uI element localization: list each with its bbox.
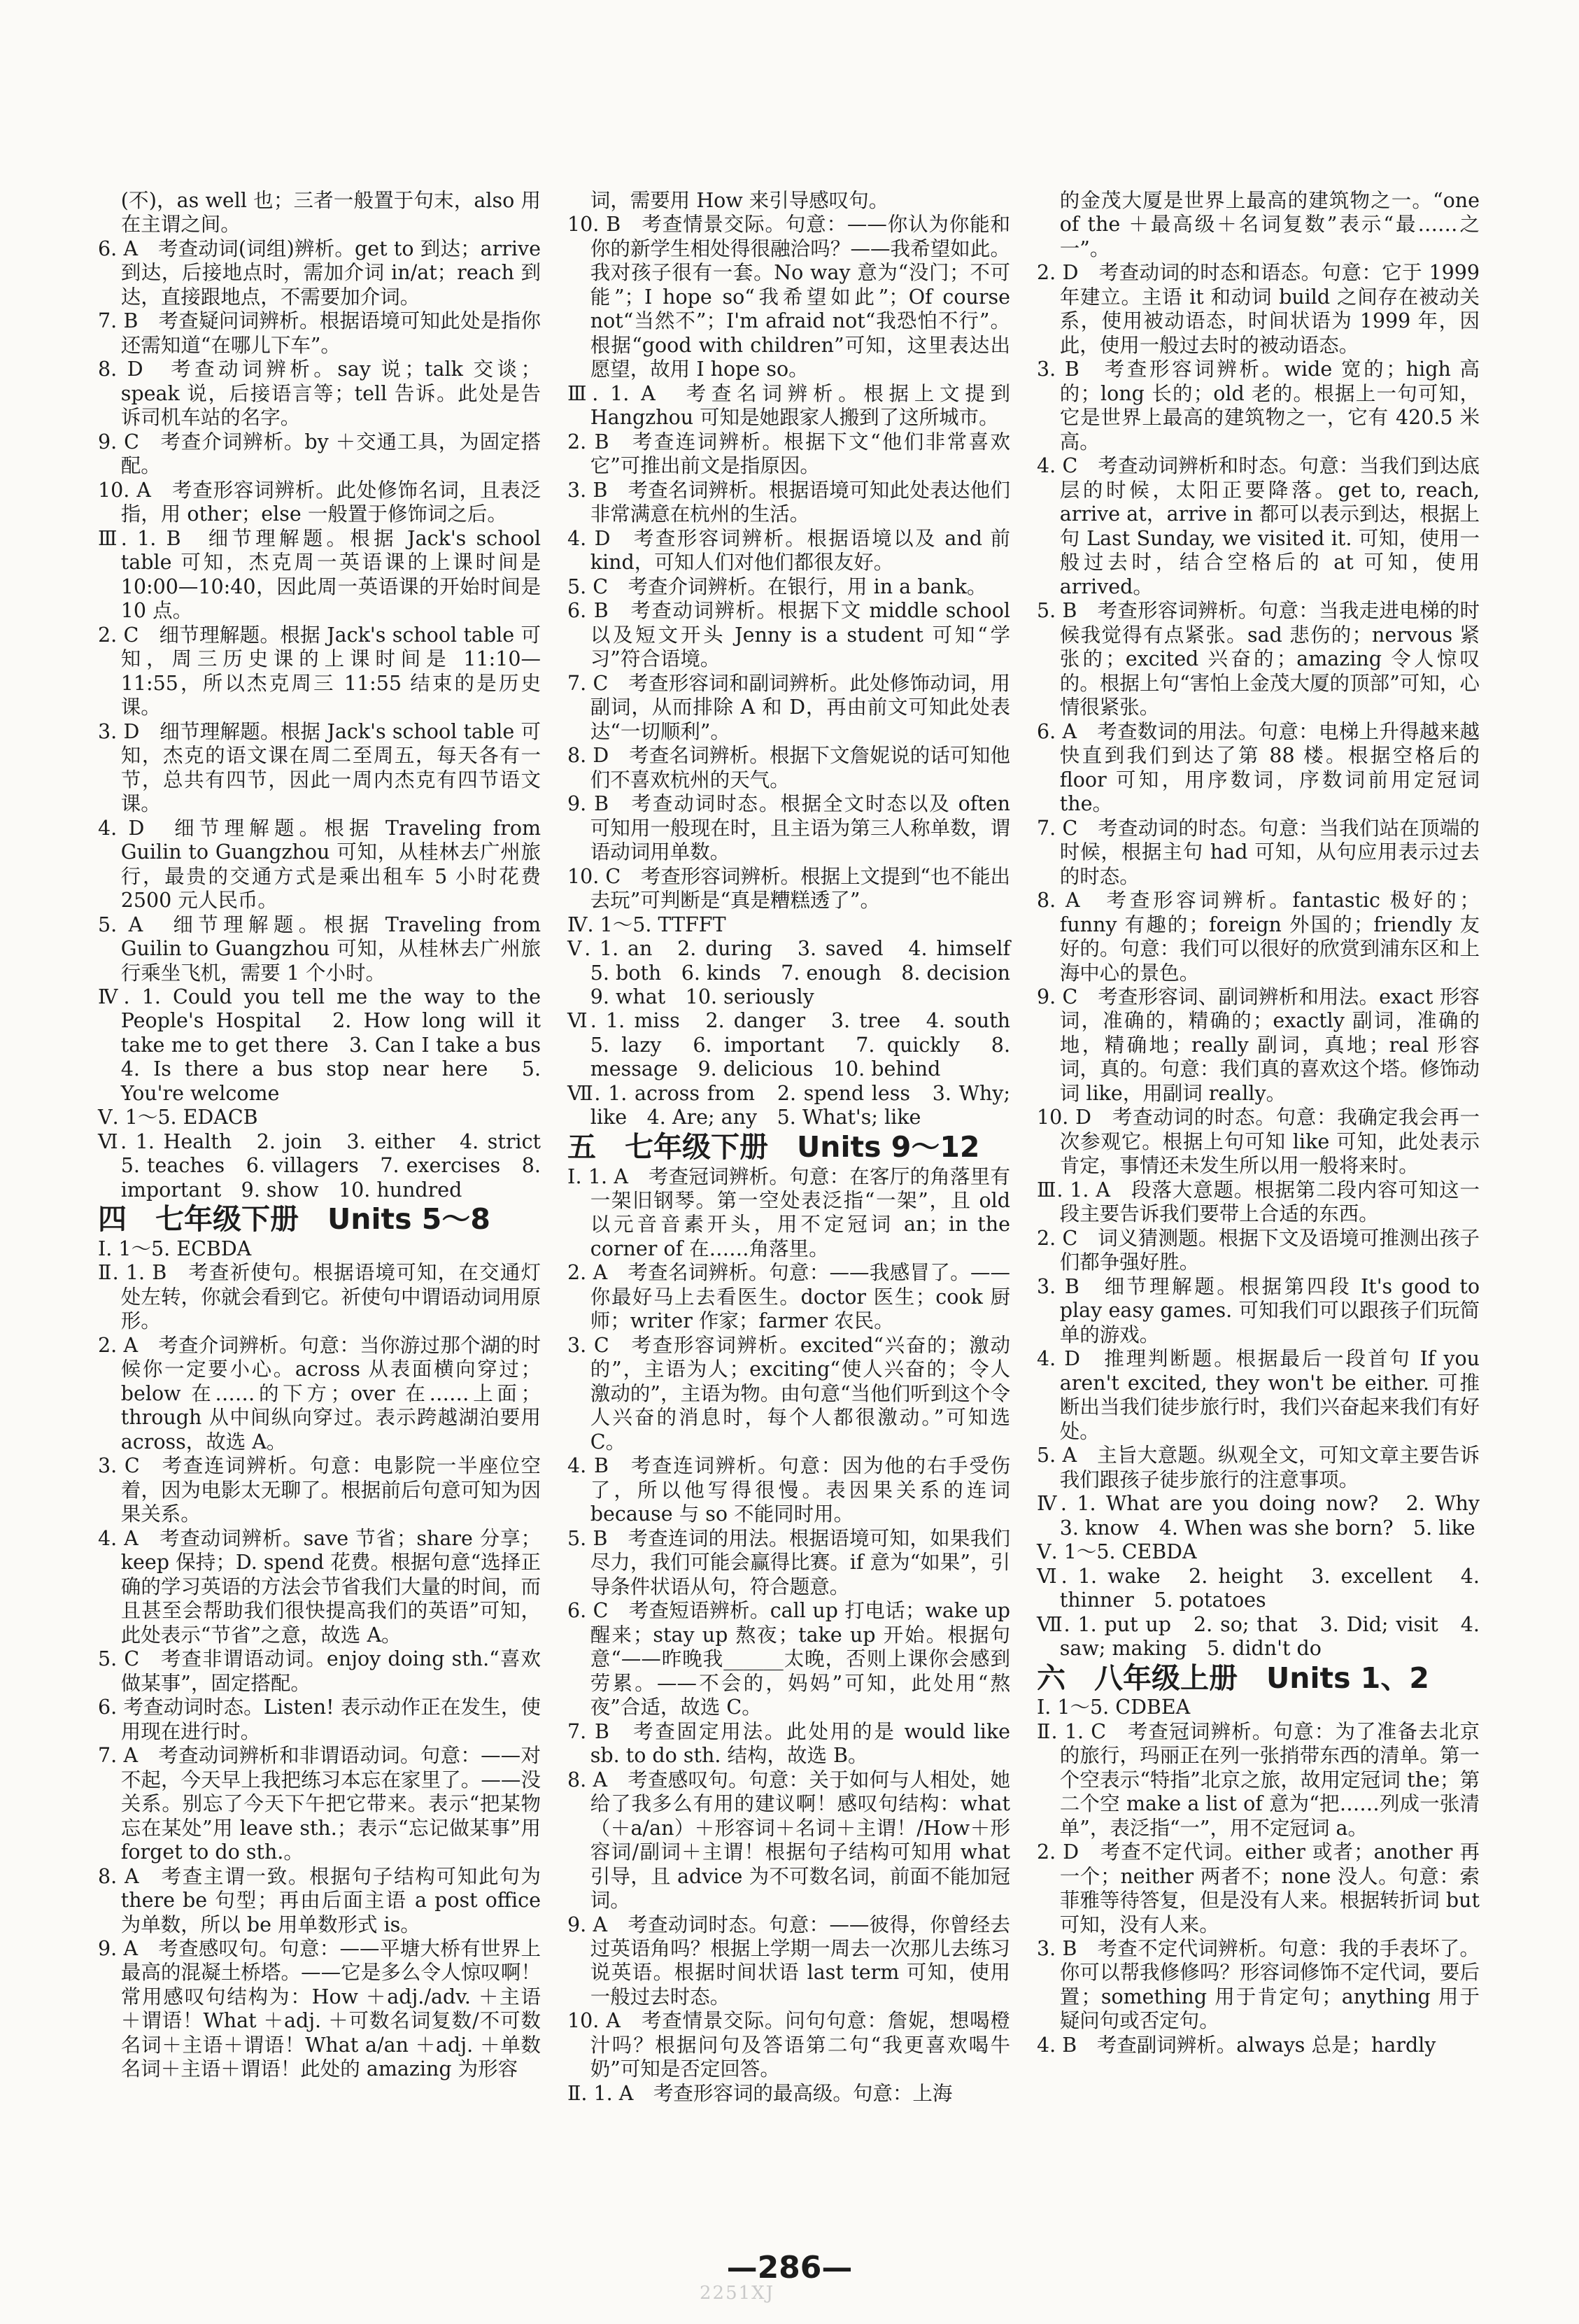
answer-entry: 2. D 考查动词的时态和语态。句意：它于 1999 年建立。主语 it 和动词 build 之间存在被动关系，使用被动语态，时间状语为 1999 年，因此，使用一般过去时的被动语态。 [1037, 261, 1480, 357]
answer-entry: 的金茂大厦是世界上最高的建筑物之一。“one of the ＋最高级＋名词复数”表示“最……之一”。 [1059, 189, 1480, 260]
answer-entry: Ⅲ. 1. B 细节理解题。根据 Jack's school table 可知，杰克周一英语课的上课时间是 10:00—10:40，因此周一英语课的开始时间是 10 点。 [98, 526, 541, 623]
answer-entry: 9. C 考查介词辨析。by ＋交通工具，为固定搭配。 [98, 430, 541, 478]
answer-entry: Ⅵ. 1. miss 2. danger 3. tree 4. south 5. lazy 6. important 7. quickly 8. message 9. delicious 10. behind [567, 1009, 1031, 1081]
answer-entry: 7. A 考查动词辨析和非谓语动词。句意：——对不起，今天早上我把练习本忘在家里了。——没关系。别忘了今天下午把它带来。表示“把某物忘在某处”用 leave sth.；表示“忘记做某事”用 forget to do sth.。 [98, 1744, 541, 1864]
answer-entry: 10. D 考查动词的时态。句意：我确定我会再一次参观它。根据上句可知 like 可知，此处表示肯定，事情还未发生所以用一般将来时。 [1037, 1106, 1480, 1178]
answer-entry: 3. D 细节理解题。根据 Jack's school table 可知，杰克的语文课在周二至周五，每天各有一节，总共有四节，因此一周内杰克有四节语文课。 [98, 719, 541, 816]
answer-entry: Ⅵ. 1. wake 2. height 3. excellent 4. thinner 5. potatoes [1037, 1564, 1480, 1612]
answer-entry: 4. A 考查动词辨析。save 节省；share 分享；keep 保持；D. spend 花费。根据句意“选择正确的学习英语的方法会节省我们大量的时间，而且甚至会帮助我们很快提高我们的英语”可知，此处表示“节省”之意，故选 A。 [98, 1526, 541, 1647]
answer-entry: 3. B 考查名词辨析。根据语境可知此处表达他们非常满意在杭州的生活。 [567, 478, 1010, 526]
section-heading: 五 七年级下册 Units 9～12 [567, 1129, 980, 1164]
answer-entry: 7. C 考查动词的时态。句意：当我们站在顶端的时候，根据主句 had 可知，从句应用表示过去的时态。 [1037, 816, 1480, 888]
answer-entry: 2. B 考查连词辨析。根据下文“他们非常喜欢它”可推出前文是指原因。 [567, 430, 1010, 478]
answer-entry: (不)，as well 也；三者一般置于句末，also 用在主谓之间。 [120, 189, 541, 237]
answer-entry: 8. D 考查名词辨析。根据下文詹妮说的话可知他们不喜欢杭州的天气。 [567, 744, 1010, 791]
answer-entry: Ⅶ. 1. put up 2. so; that 3. Did; visit 4. saw; making 5. didn't do [1037, 1612, 1480, 1661]
page-number: —286— [726, 2250, 853, 2286]
answer-entry: 2. A 考查名词辨析。句意：——我感冒了。——你最好马上去看医生。doctor 医生；cook 厨师；writer 作家；farmer 农民。 [567, 1261, 1010, 1333]
answer-entry: 2. C 词义猜测题。根据下文及语境可推测出孩子们都争强好胜。 [1037, 1226, 1480, 1274]
answer-entry: 4. D 考查形容词辨析。根据语境以及 and 前 kind，可知人们对他们都很友好。 [567, 526, 1010, 575]
answer-entry: 9. B 考查动词时态。根据全文时态以及 often 可知用一般现在时，且主语为第三人称单数，谓语动词用单数。 [567, 792, 1010, 864]
answer-entry: Ⅴ. 1～5. CEBDA [1037, 1540, 1197, 1564]
answer-entry: 6. C 考查短语辨析。call up 打电话；wake up 醒来；stay up 熬夜；take up 开始。根据句意“——昨晚我______太晚，否则上课你会感到劳累。——不会的，妈妈”可知，此处用“熬夜”合适，故选 C。 [567, 1599, 1010, 1719]
section-heading: 六 八年级上册 Units 1、2 [1037, 1661, 1429, 1695]
answer-entry: Ⅳ. 1～5. TTFFT [567, 913, 726, 936]
answer-entry: 7. B 考查固定用法。此处用的是 would like sb. to do sth. 结构，故选 B。 [567, 1719, 1010, 1768]
answer-entry: Ⅰ. 1～5. ECBDA [98, 1237, 252, 1260]
answer-entry: 10. B 考查情景交际。句意：——你认为你能和你的新学生相处得很融洽吗？——我希望如此。我对孩子很有一套。No way 意为“没门；不可能”；I hope so“我希望如此”；Of course not“当然不”；I'm afraid not“我恐怕不行”。根据“good with children”可知，这里表达出愿望，故用 I hope so。 [567, 213, 1010, 381]
answer-entry: Ⅱ. 1. B 考查祈使句。根据语境可知，在交通灯处左转，你就会看到它。祈使句中谓语动词用原形。 [98, 1261, 541, 1333]
answer-entry: 10. A 考查情景交际。问句句意：詹妮，想喝橙汁吗？根据问句及答语第二句“我更喜欢喝牛奶”可知是否定回答。 [567, 2009, 1010, 2081]
answer-entry: Ⅱ. 1. C 考查冠词辨析。句意：为了准备去北京的旅行，玛丽正在列一张捎带东西的清单。第一个空表示“特指”北京之旅，故用定冠词 the；第二个空 make a list of 意为“把……列成一张清单”，表泛指“一”，用不定冠词 a。 [1037, 1719, 1480, 1840]
answer-entry: Ⅰ. 1. A 考查冠词辨析。句意：在客厅的角落里有一架旧钢琴。第一空处表泛指“一架”，且 old 以元音音素开头，用不定冠词 an；in the corner of 在……角落里。 [567, 1164, 1010, 1260]
answer-entry: Ⅳ. 1. What are you doing now? 2. Why 3. know 4. When was she born? 5. like [1037, 1492, 1500, 1540]
answer-entry: 4. B 考查连词辨析。句意：因为他的右手受伤了，所以他写得很慢。表因果关系的连词 because 与 so 不能同时用。 [567, 1454, 1010, 1526]
answer-entry: 8. D 考查动词辨析。say 说；talk 交谈；speak 说，后接语言等；tell 告诉。此处是告诉司机车站的名字。 [98, 358, 541, 430]
answer-entry: 9. A 考查感叹句。句意：——平塘大桥有世界上最高的混凝土桥塔。——它是多么令人惊叹啊！常用感叹句结构为：How ＋adj./adv. ＋主语＋谓语！What ＋adj. ＋可数名词复数/不可数名词＋主语＋谓语！What a/an ＋adj. ＋单数名词＋主语＋谓语！此处的 amazing 为形容 [98, 1937, 541, 2081]
section-heading: 四 七年级下册 Units 5～8 [98, 1202, 490, 1237]
answer-entry: 3. B 细节理解题。根据第四段 It's good to play easy games. 可知我们可以跟孩子们玩简单的游戏。 [1037, 1274, 1480, 1346]
answer-entry: 9. A 考查动词时态。句意：——彼得，你曾经去过英语角吗？根据上学期一周去一次那儿去练习说英语。根据时间状语 last term 可知，使用一般过去时态。 [567, 1913, 1010, 2008]
answer-entry: 2. D 考查不定代词。either 或者；another 再一个；neither 两者不；none 没人。句意：索菲雅等待答复，但是没有人来。根据转折词 but 可知，没有人来。 [1037, 1840, 1480, 1936]
answer-entry: 5. C 考查非谓语动词。enjoy doing sth.“喜欢做某事”，固定搭配。 [98, 1647, 541, 1695]
watermark-text: 2251XJ [700, 2283, 775, 2304]
answer-page [98, 189, 1500, 2218]
answer-entry: 3. B 考查形容词辨析。wide 宽的；high 高的；long 长的；old 老的。根据上一句可知，它是世界上最高的建筑物之一，它有 420.5 米高。 [1037, 358, 1480, 453]
answer-entry: 4. D 细节理解题。根据 Traveling from Guilin to Guangzhou 可知，从桂林去广州旅行，最贵的交通方式是乘出租车 5 小时花费 2500 元人民币。 [98, 816, 541, 913]
answer-entry: 2. A 考查介词辨析。句意：当你游过那个湖的时候你一定要小心。across 从表面横向穿过；below 在……的下方；over 在……上面；through 从中间纵向穿过。表示跨越湖泊要用 across，故选 A。 [98, 1333, 541, 1453]
answer-entry: 词，需要用 How 来引导感叹句。 [590, 189, 889, 212]
answer-entry: Ⅵ. 1. Health 2. join 3. either 4. strict 5. teaches 6. villagers 7. exercises 8. important 9. show 10. hundred [98, 1129, 561, 1202]
answer-entry: 10. C 考查形容词辨析。根据上文提到“也不能出去玩”可判断是“真是糟糕透了”。 [567, 864, 1010, 913]
answer-entry: 6. A 考查动词(词组)辨析。get to 到达；arrive 到达，后接地点时，需加介词 in/at；reach 到达，直接跟地点，不需要加介词。 [98, 237, 541, 309]
answer-entry: Ⅳ. 1. Could you tell me the way to the People's Hospital 2. How long will it take me to get there 3. Can I take a bus 4. Is there a bus stop near here 5. You're welcome [98, 985, 561, 1105]
answer-entry: 5. A 细节理解题。根据 Traveling from Guilin to Guangzhou 可知，从桂林去广州旅行乘坐飞机，需要 1 个小时。 [98, 913, 541, 985]
answer-entry: Ⅲ. 1. A 段落大意题。根据第二段内容可知这一段主要告诉我们要带上合适的东西。 [1037, 1178, 1480, 1226]
answer-entry: 4. C 考查动词辨析和时态。句意：当我们到达底层的时候，太阳正要降落。get to, reach, arrive at，arrive in 都可以表示到达，根据上句 Last Sunday, we visited it. 可知，使用一般过去时，结合空格后的 at 可知，使用 arrived。 [1037, 454, 1480, 598]
column-middle [567, 189, 1031, 2218]
answer-entry: 8. A 考查主谓一致。根据句子结构可知此句为 there be 句型；再由后面主语 a post office 为单数，所以 be 用单数形式 is。 [98, 1864, 541, 1936]
answer-entry: Ⅴ. 1. an 2. during 3. saved 4. himself 5. both 6. kinds 7. enough 8. decision 9. what 10. seriously [567, 937, 1031, 1008]
answer-entry: Ⅱ. 1. A 考查形容词的最高级。句意：上海 [567, 2081, 953, 2105]
answer-entry: 9. C 考查形容词、副词辨析和用法。exact 形容词，准确的，精确的；exactly 副词，准确的地，精确地；really 副词，真地；real 形容词，真的。句意：我们真的喜欢这个塔。修饰动词 like，用副词 really。 [1037, 985, 1480, 1105]
answer-entry: Ⅲ. 1. A 考查名词辨析。根据上文提到 Hangzhou 可知是她跟家人搬到了这所城市。 [567, 381, 1010, 430]
answer-entry: Ⅰ. 1～5. CDBEA [1037, 1696, 1191, 1719]
answer-entry: 8. A 考查形容词辨析。fantastic 极好的；funny 有趣的；foreign 外国的；friendly 友好的。句意：我们可以很好的欣赏到浦东区和上海中心的景色。 [1037, 889, 1480, 985]
answer-entry: 2. C 细节理解题。根据 Jack's school table 可知，周三历史课的上课时间是 11:10—11:55，所以杰克周三 11:55 结束的是历史课。 [98, 623, 541, 719]
answer-entry: 5. B 考查连词的用法。根据语境可知，如果我们尽力，我们可能会赢得比赛。if 意为“如果”，引导条件状语从句，符合题意。 [567, 1526, 1010, 1598]
answer-entry: 4. D 推理判断题。根据最后一段首句 If you aren't excited, they won't be either. 可推断出当我们徒步旅行时，我们兴奋起来我们有好处。 [1037, 1347, 1480, 1443]
answer-entry: 3. B 考查不定代词辨析。句意：我的手表坏了。你可以帮我修修吗？形容词修饰不定代词，要后置；something 用于肯定句；anything 用于疑问句或否定句。 [1037, 1937, 1480, 2033]
answer-entry: 7. C 考查形容词和副词辨析。此处修饰动词，用副词，从而排除 A 和 D，再由前文可知此处表达“一切顺利”。 [567, 671, 1010, 743]
answer-entry: 6. A 考查数词的用法。句意：电梯上升得越来越快直到我们到达了第 88 楼。根据空格后的 floor 可知，用序数词，序数词前用定冠词 the。 [1037, 719, 1480, 816]
answer-entry: 3. C 考查形容词辨析。excited“兴奋的；激动的”，主语为人；exciting“使人兴奋的；令人激动的”，主语为物。由句意“当他们听到这个令人兴奋的消息时，每个人都很激动。”可知选 C。 [567, 1333, 1010, 1453]
answer-entry: 4. B 考查副词辨析。always 总是；hardly [1037, 2033, 1436, 2057]
answer-entry: Ⅴ. 1～5. EDACB [98, 1106, 258, 1129]
answer-entry: 5. C 考查介词辨析。在银行，用 in a bank。 [567, 575, 987, 598]
column-left [98, 189, 561, 2218]
answer-entry: 6. B 考查动词辨析。根据下文 middle school 以及短文开头 Jenny is a student 可知“学习”符合语境。 [567, 599, 1010, 671]
answer-entry: 6. 考查动词时态。Listen! 表示动作正在发生，使用现在进行时。 [98, 1696, 541, 1743]
answer-entry: 7. B 考查疑问词辨析。根据语境可知此处是指你还需知道“在哪儿下车”。 [98, 309, 541, 357]
answer-entry: Ⅶ. 1. across from 2. spend less 3. Why; like 4. Are; any 5. What's; like [567, 1081, 1010, 1129]
answer-entry: 5. B 考查形容词辨析。句意：当我走进电梯的时候我觉得有点紧张。sad 悲伤的；nervous 紧张的；excited 兴奋的；amazing 令人惊叹的。根据上句“害怕上金茂大厦的顶部”可知，心情很紧张。 [1037, 599, 1480, 719]
column-right [1037, 189, 1500, 2218]
answer-entry: 10. A 考查形容词辨析。此处修饰名词，且表泛指，用 other；else 一般置于修饰词之后。 [98, 478, 541, 526]
answer-entry: 3. C 考查连词辨析。句意：电影院一半座位空着，因为电影太无聊了。根据前后句意可知为因果关系。 [98, 1454, 541, 1526]
answer-entry: 5. A 主旨大意题。纵观全文，可知文章主要告诉我们跟孩子徒步旅行的注意事项。 [1037, 1444, 1480, 1491]
answer-entry: 8. A 考查感叹句。句意：关于如何与人相处，她给了我多么有用的建议啊！感叹句结构：what（＋a/an）＋形容词＋名词＋主谓！/How＋形容词/副词＋主谓！根据句子结构可知用 what 引导，且 advice 为不可数名词，前面不能加冠词。 [567, 1768, 1010, 1913]
